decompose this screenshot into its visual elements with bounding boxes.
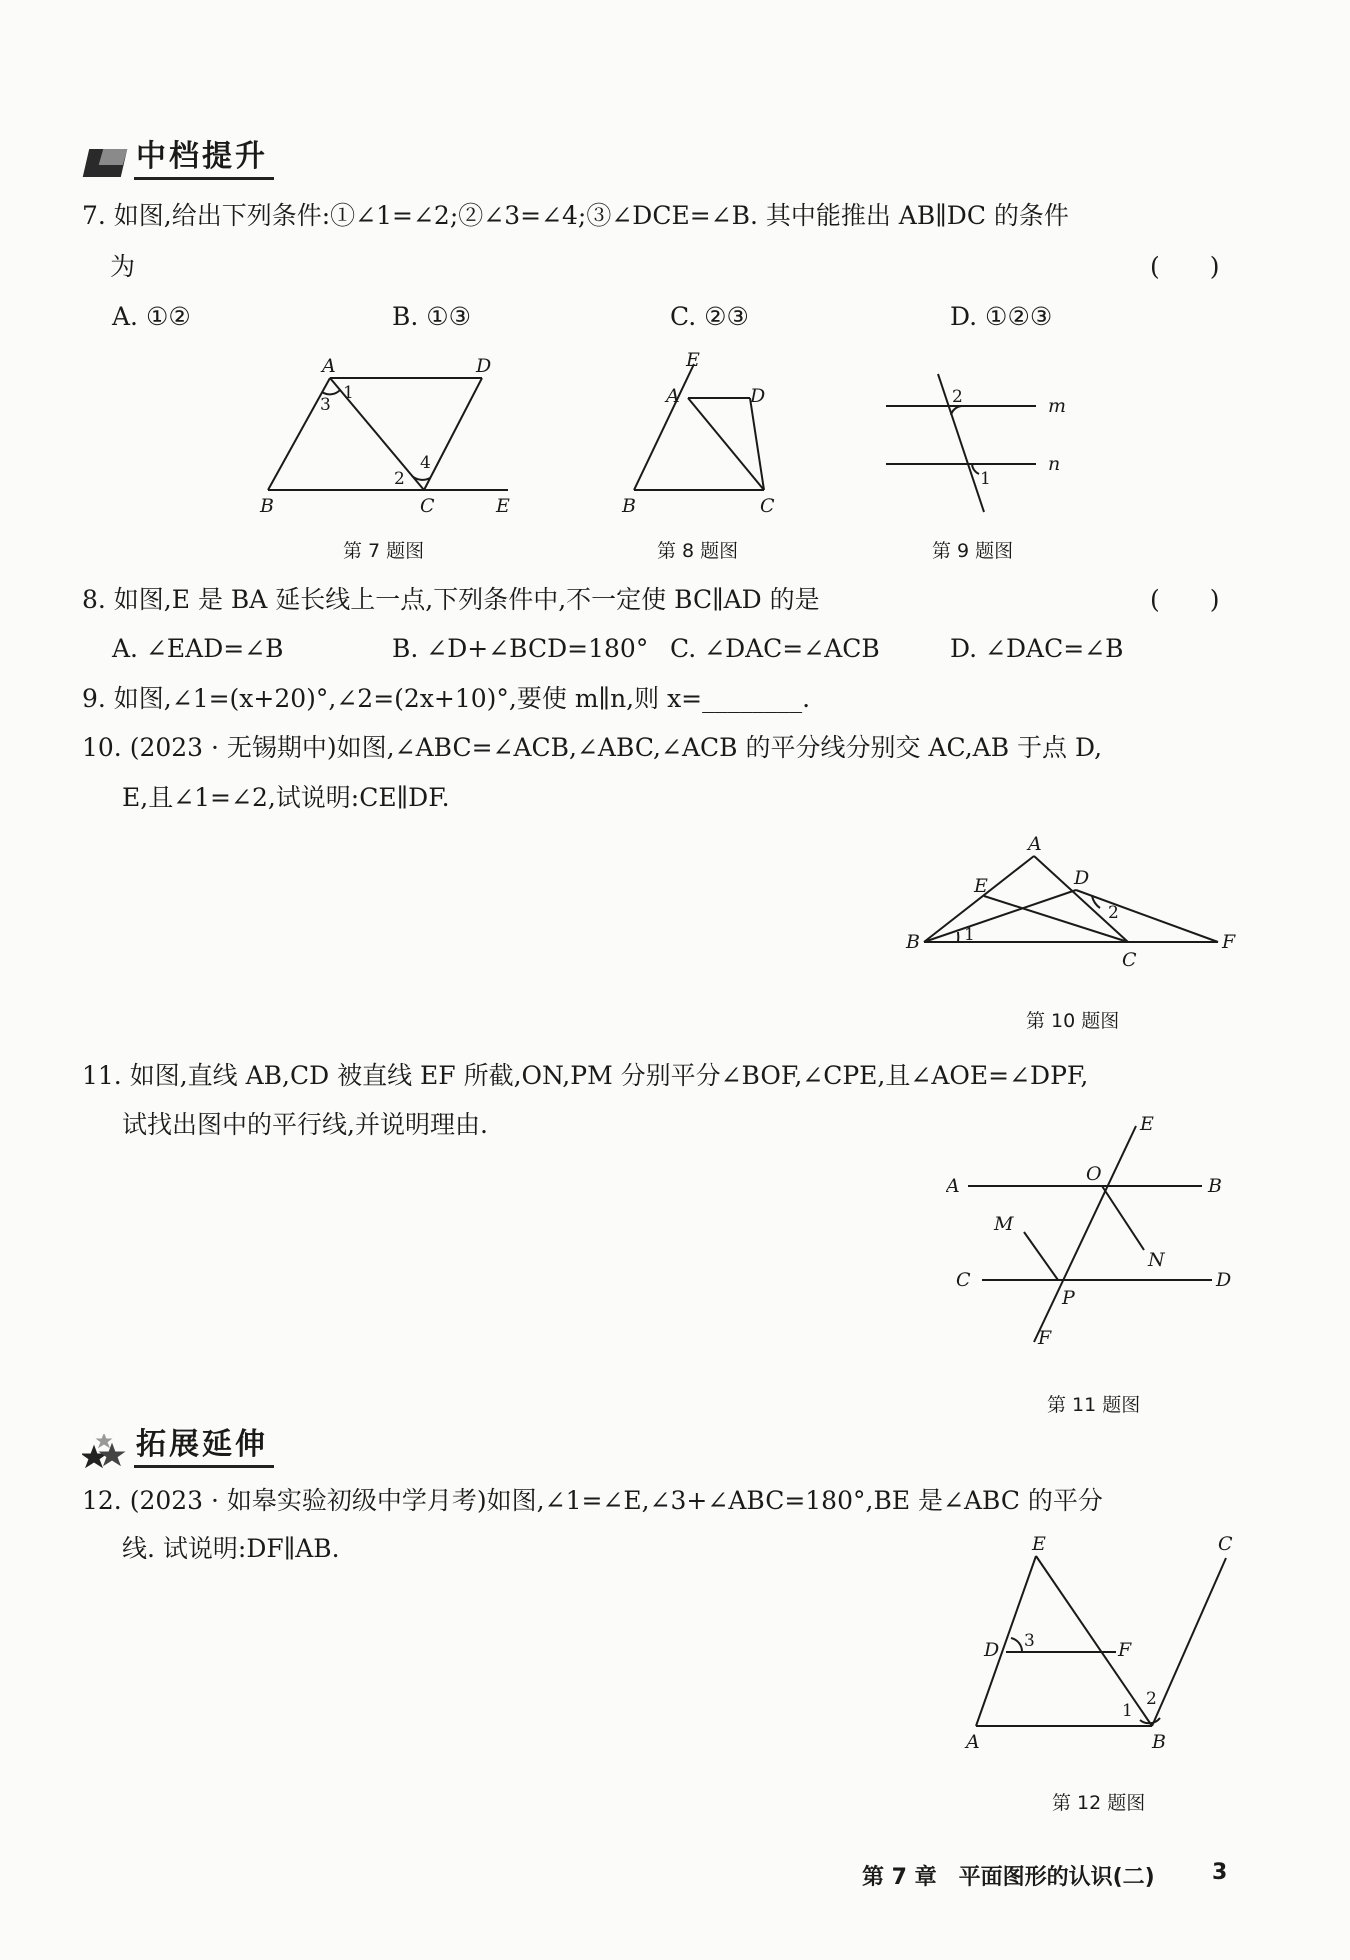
angle-label-1: 1 [1122,1701,1133,1721]
q8-option-b: B. ∠D+∠BCD=180° [392,634,649,663]
figure-12-caption: 第 12 题图 [1052,1792,1146,1814]
label-n: n [1048,453,1061,475]
line-bd [924,890,1076,942]
line-ec [984,896,1128,942]
label-b: B [1152,1731,1166,1750]
figure-9-caption: 第 9 题图 [932,540,1014,562]
figure-10-caption: 第 10 题图 [1026,1010,1120,1032]
figure-12 [956,1530,1246,1750]
line-eb [634,364,694,490]
line-dc [424,378,482,490]
question-7-line-1: 7. 如图,给出下列条件:①∠1=∠2;②∠3=∠4;③∠DCE=∠B. 其中能推出 AB∥DC 的条件 [82,201,1069,230]
angle-label-2: 2 [1146,1689,1157,1709]
angle-arc-3 [1011,1638,1022,1652]
figure-8-caption: 第 8 题图 [657,540,739,562]
line-ef [1034,1126,1136,1342]
section-header-mid [82,134,274,180]
label-c: C [760,495,775,517]
label-c: C [420,495,435,517]
label-o: O [1086,1163,1102,1185]
ray-on [1102,1186,1144,1250]
question-10-line-1: 10. (2023 · 无锡期中)如图,∠ABC=∠ACB,∠ABC,∠ACB 的平分线分别交 AC,AB 于点 D, [82,733,1103,762]
angle-label-1: 1 [343,383,354,403]
q7-option-d: D. ①②③ [950,302,1053,331]
label-p: P [1062,1287,1075,1309]
angle-label-2: 2 [952,387,963,407]
label-d: D [984,1639,1000,1661]
figure-mark [100,150,126,164]
figure-8 [614,350,794,520]
question-7-line-2: 为 [110,252,136,281]
label-e: E [1140,1113,1154,1135]
angle-arc-b [1140,1718,1160,1723]
label-f: F [1118,1639,1132,1661]
figure-7 [250,350,530,520]
label-a: A [666,385,680,407]
question-11-line-1: 11. 如图,直线 AB,CD 被直线 EF 所截,ON,PM 分别平分∠BOF,∠CPE,且∠AOE=∠DPF, [82,1061,1089,1090]
angle-label-4: 4 [420,453,431,473]
figure-11 [946,1110,1246,1360]
page-number: 3 [1212,1860,1228,1885]
section-title: 拓展延伸 [134,1425,274,1468]
label-f: F [1222,931,1236,953]
label-a: A [1028,833,1042,855]
label-c: C [1218,1533,1233,1555]
label-b: B [260,495,274,517]
label-e: E [686,350,700,371]
line-ab [924,856,1034,942]
angle-label-2: 2 [394,469,405,489]
question-11-line-2: 试找出图中的平行线,并说明理由. [122,1110,488,1139]
line-bc [1152,1558,1226,1726]
angle-label-1: 1 [980,469,991,489]
label-a: A [966,1731,980,1750]
angle-arc-2 [951,406,962,415]
chapter-footer: 第 7 章 平面图形的认识(二) [862,1865,1155,1890]
q7-option-a: A. ①② [112,302,191,331]
label-e: E [496,495,510,517]
angle-label-3: 3 [320,395,331,415]
label-b: B [1208,1175,1222,1197]
figure-7-caption: 第 7 题图 [343,540,425,562]
angle-arc-1 [972,464,979,474]
q7-option-b: B. ①③ [392,302,472,331]
figure-mark [82,1446,106,1467]
q8-option-c: C. ∠DAC=∠ACB [670,634,880,663]
q8-option-a: A. ∠EAD=∠B [112,634,284,663]
question-8-answer-blank: ( ) [1150,585,1220,614]
question-9-line-1: 9. 如图,∠1=(x+20)°,∠2=(2x+10)°,要使 m∥n,则 x=________. [82,684,811,713]
label-m: M [994,1213,1014,1235]
label-f: F [1038,1327,1052,1349]
angle-label-1: 1 [964,925,975,945]
angle-label-3: 3 [1024,1631,1035,1651]
q8-option-d: D. ∠DAC=∠B [950,634,1124,663]
figure-11-caption: 第 11 题图 [1047,1394,1141,1416]
line-eb [1036,1556,1152,1726]
label-c: C [956,1269,971,1291]
label-d: D [1074,867,1090,889]
ray-pm [1024,1232,1058,1280]
question-10-line-2: E,且∠1=∠2,试说明:CE∥DF. [122,783,450,812]
label-c: C [1122,949,1137,971]
figure-10 [900,830,1240,980]
label-b: B [622,495,636,517]
label-n: N [1148,1249,1165,1271]
star-badge-icon [82,1434,128,1468]
question-12-line-2: 线. 试说明:DF∥AB. [122,1534,340,1563]
angle-arc-a [322,390,340,394]
label-a: A [946,1175,960,1197]
line-df [1076,890,1218,942]
label-d: D [476,355,492,377]
label-d: D [1216,1269,1232,1291]
section-header-ext [82,1422,274,1468]
question-12-line-1: 12. (2023 · 如皋实验初级中学月考)如图,∠1=∠E,∠3+∠ABC=180°,BE 是∠ABC 的平分 [82,1486,1103,1515]
figure-mark [97,1434,111,1447]
figure-mark [100,1444,124,1465]
label-b: B [906,931,920,953]
label-m: m [1048,395,1067,417]
question-7-answer-blank: ( ) [1150,252,1220,281]
section-title: 中档提升 [134,137,274,180]
label-a: A [322,355,336,377]
figure-9 [876,360,1076,520]
q7-option-c: C. ②③ [670,302,749,331]
label-e: E [1032,1533,1046,1555]
question-8-line-1: 8. 如图,E 是 BA 延长线上一点,下列条件中,不一定使 BC∥AD 的是 [82,585,820,614]
label-d: D [750,385,766,407]
section-badge-icon [82,146,128,180]
label-e: E [974,875,988,897]
angle-label-2: 2 [1108,903,1119,923]
